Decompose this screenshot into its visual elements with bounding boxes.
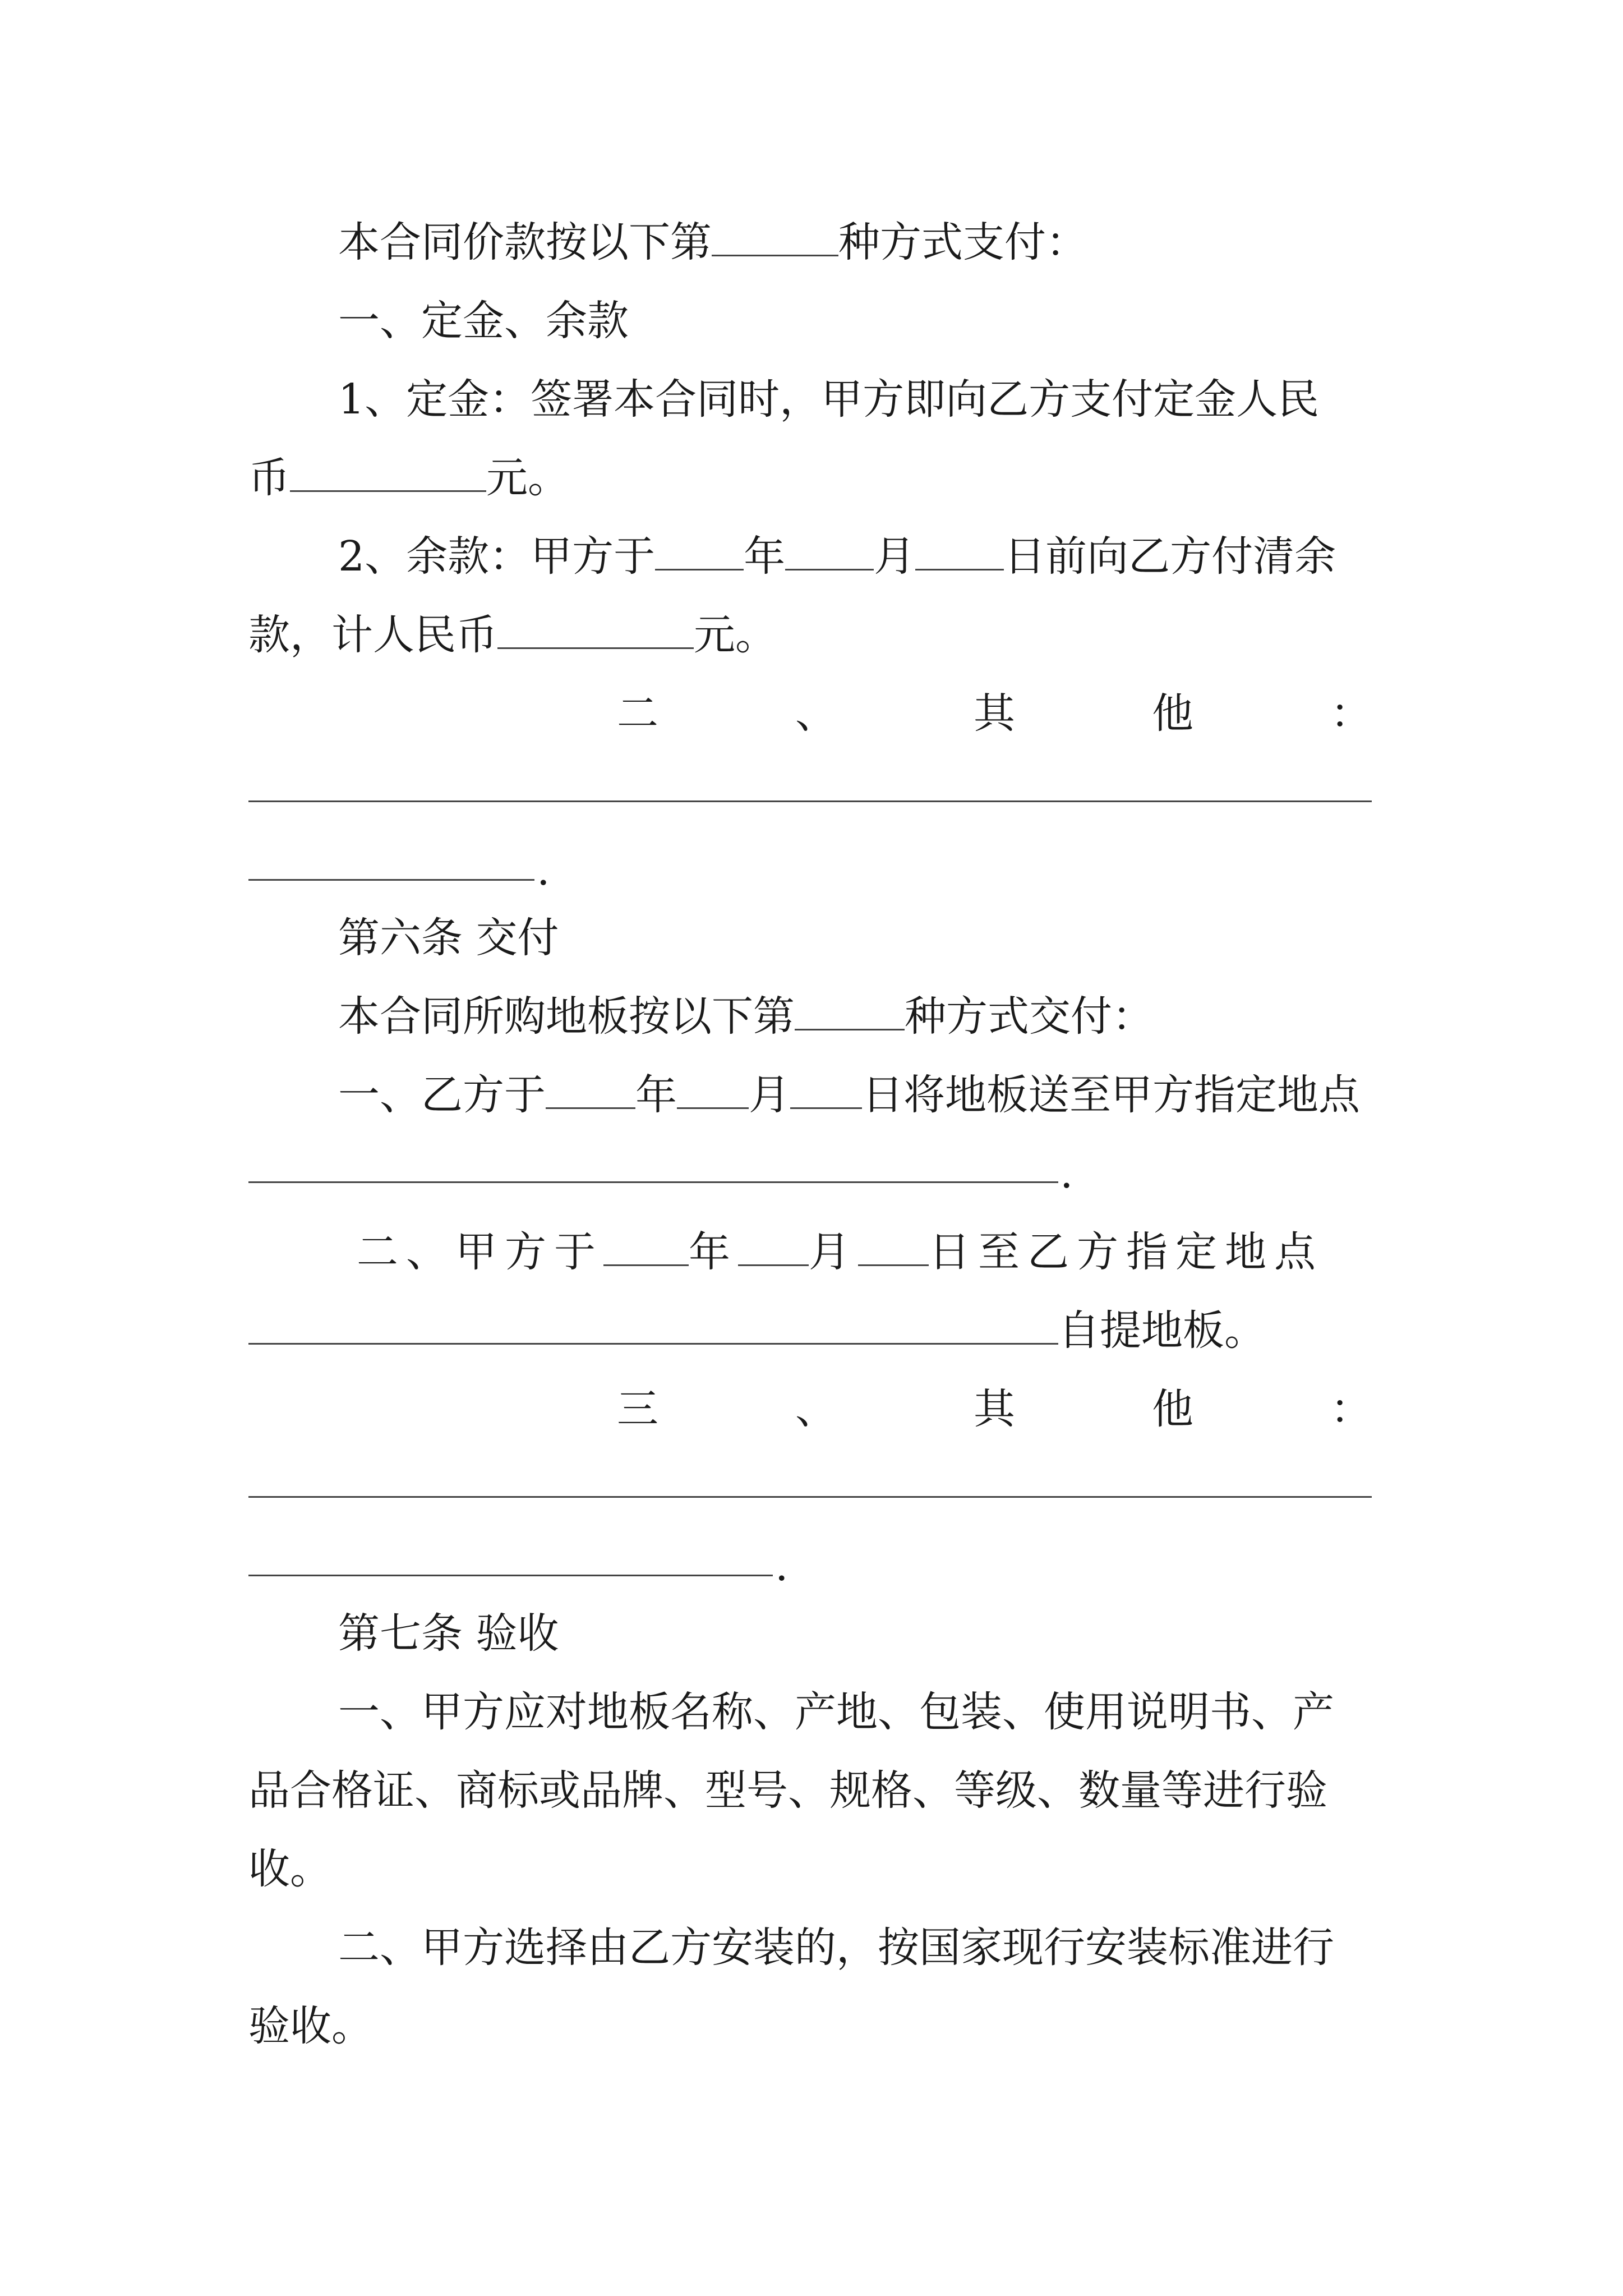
balance-clause-line2: 款，计人民币 元。 [248, 611, 777, 659]
balance-amount-blank [497, 610, 694, 649]
delivery-day-blank [790, 1070, 862, 1109]
delivery-other-period: . [775, 1542, 789, 1590]
inspection-clause-1-line1: 一、甲方应对地板名称、产地、包装、使用说明书、产 [338, 1688, 1334, 1736]
buyer-pickup-line1: 二、甲方于 年 月 日至乙方指定地点 [357, 1228, 1324, 1276]
delivery-year-blank [546, 1070, 635, 1109]
pickup-month-blank [738, 1227, 809, 1266]
pickup-year-blank [603, 1227, 689, 1266]
deposit-clause-line1: 1、定金：签署本合同时，甲方即向乙方支付定金人民 [338, 375, 1320, 424]
delivery-other-blank-line2 [248, 1575, 773, 1576]
balance-clause-line1: 2、余款：甲方于 年 月 日前向乙方付清余 [338, 532, 1336, 581]
seller-delivery-line1: 一、乙方于 年 月 日将地板送至甲方指定地点 [338, 1071, 1360, 1119]
deposit-balance-heading: 一、定金、余款 [338, 297, 629, 345]
inspection-clause-1-line3: 收。 [248, 1845, 331, 1893]
payment-other-blank-line2 [248, 879, 534, 881]
delivery-method-line: 本合同所购地板按以下第 种方式交付： [338, 992, 1154, 1041]
buyer-pickup-line2: 自提地板。 [248, 1303, 1266, 1359]
payment-other-period: . [537, 846, 550, 895]
payment-other-blank-line1 [248, 800, 1372, 802]
inspection-clause-2-line1: 二、甲方选择由乙方安装的，按国家现行安装标准进行 [338, 1924, 1334, 1972]
delivery-method-blank [795, 992, 905, 1030]
payment-other-heading: 二 、 其 他 ： [617, 689, 1372, 738]
inspection-clause-1-line2: 品合格证、商标或品牌、型号、规格、等级、数量等进行验 [248, 1766, 1327, 1815]
balance-year-blank [655, 532, 744, 570]
article-6-title: 第六条 交付 [338, 914, 559, 962]
delivery-location-blank [248, 1181, 1058, 1183]
delivery-other-heading: 三 、 其 他 ： [617, 1385, 1372, 1433]
deposit-amount-blank [290, 453, 486, 492]
pickup-location-blank [248, 1306, 1058, 1345]
deposit-clause-line2: 币 元。 [248, 454, 569, 502]
balance-month-blank [785, 532, 874, 570]
balance-day-blank [915, 532, 1004, 570]
article-7-title: 第七条 验收 [338, 1609, 559, 1658]
delivery-other-blank-line1 [248, 1496, 1372, 1498]
pickup-day-blank [858, 1227, 929, 1266]
payment-method-line: 本合同价款按以下第 种方式支付： [338, 218, 1087, 266]
payment-method-blank [712, 218, 838, 256]
inspection-clause-2-line2: 验收。 [248, 2002, 373, 2050]
delivery-location-period: . [1060, 1149, 1073, 1198]
delivery-month-blank [677, 1070, 749, 1109]
